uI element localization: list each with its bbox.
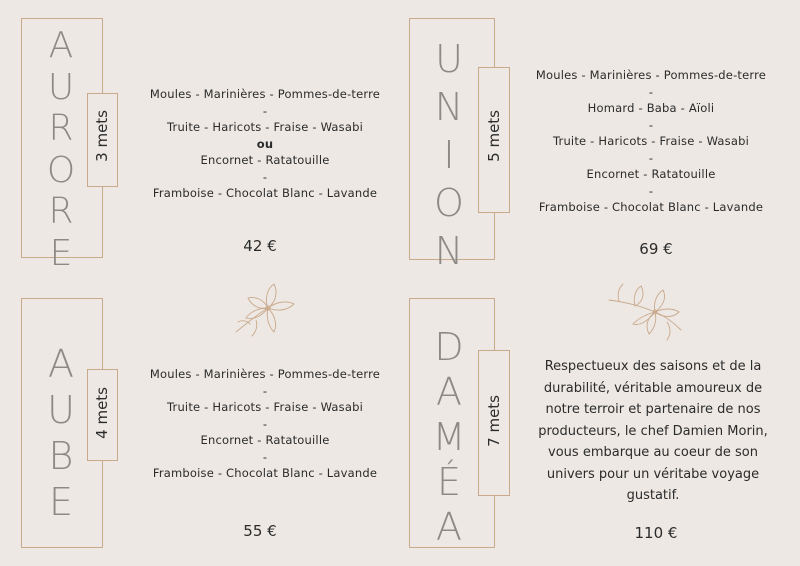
menu-separator: - — [648, 117, 654, 132]
menu-line: Truite - Haricots - Fraise - Wasabi — [552, 134, 750, 148]
union-letter: I — [443, 133, 455, 177]
menu-separator: - — [262, 383, 268, 398]
aurore-letter: E — [49, 232, 73, 274]
aube-title — [38, 342, 84, 524]
menu-line: Truite - Haricots - Fraise - Wasabi — [166, 120, 364, 134]
menu-line: Framboise - Chocolat Blanc - Lavande — [538, 200, 764, 214]
damea-description: Respectueux des saisons et de la durabilité, véritable amoureux de notre terroir et partenaire de nos producteurs, le chef Damien Morin, vous embarque au coeur de son univers pour un véritabe voyage gustatif. — [538, 359, 768, 503]
menu-line: Moules - Marinières - Pommes-de-terre — [149, 87, 381, 101]
union-letter: N — [434, 85, 464, 129]
aube-letter: U — [47, 388, 75, 432]
aurore-menu-list — [140, 86, 390, 202]
aube-letter: E — [48, 480, 73, 524]
menu-separator: - — [648, 84, 654, 99]
aurore-title — [38, 25, 84, 274]
aurore-letter: R — [48, 191, 74, 232]
aube-price: 55 € — [243, 522, 277, 540]
aube-letter: B — [48, 434, 74, 478]
menu-line: Encornet - Ratatouille — [586, 167, 716, 181]
menu-separator: - — [262, 103, 268, 118]
aube-count-label: 4 mets — [93, 387, 111, 439]
union-letter: U — [435, 37, 463, 81]
union-count-label: 5 mets — [485, 110, 503, 162]
flower-icon — [228, 280, 298, 340]
damea-count-label: 7 mets — [485, 395, 503, 447]
aube-menu-list — [140, 366, 390, 482]
menu-line: Moules - Marinières - Pommes-de-terre — [535, 68, 767, 82]
menu-line: Framboise - Chocolat Blanc - Lavande — [152, 466, 378, 480]
menu-line: Truite - Haricots - Fraise - Wasabi — [166, 400, 364, 414]
aurore-letter: A — [48, 25, 74, 66]
damea-price: 110 € — [634, 524, 678, 542]
menu-separator: - — [262, 449, 268, 464]
aurore-letter: O — [46, 149, 76, 191]
damea-letter: A — [436, 370, 462, 414]
union-letter: N — [434, 229, 464, 273]
menu-line: Moules - Marinières - Pommes-de-terre — [149, 367, 381, 381]
damea-letter: D — [434, 325, 464, 369]
aube-letter: A — [48, 342, 74, 386]
union-title — [426, 37, 472, 273]
menu-line: Encornet - Ratatouille — [200, 153, 330, 167]
damea-letter: A — [436, 505, 462, 549]
menu-line: Homard - Baba - Aïoli — [587, 101, 715, 115]
menu-separator: - — [262, 169, 268, 184]
menu-line: Encornet - Ratatouille — [200, 433, 330, 447]
union-price: 69 € — [639, 240, 673, 258]
aurore-price: 42 € — [243, 237, 277, 255]
union-letter: O — [434, 181, 464, 225]
menu-separator: - — [648, 183, 654, 198]
damea-letter: É — [436, 460, 461, 504]
menu-separator: - — [262, 416, 268, 431]
menu-line: Framboise - Chocolat Blanc - Lavande — [152, 186, 378, 200]
aurore-letter: U — [47, 66, 75, 108]
menu-separator: - — [648, 150, 654, 165]
flower-icon — [605, 282, 685, 342]
aurore-letter: R — [48, 108, 74, 149]
damea-title — [426, 325, 472, 549]
aurore-count-label: 3 mets — [93, 110, 111, 162]
union-menu-list — [526, 67, 776, 216]
damea-letter: M — [432, 415, 466, 459]
menu-or: ou — [256, 136, 274, 151]
